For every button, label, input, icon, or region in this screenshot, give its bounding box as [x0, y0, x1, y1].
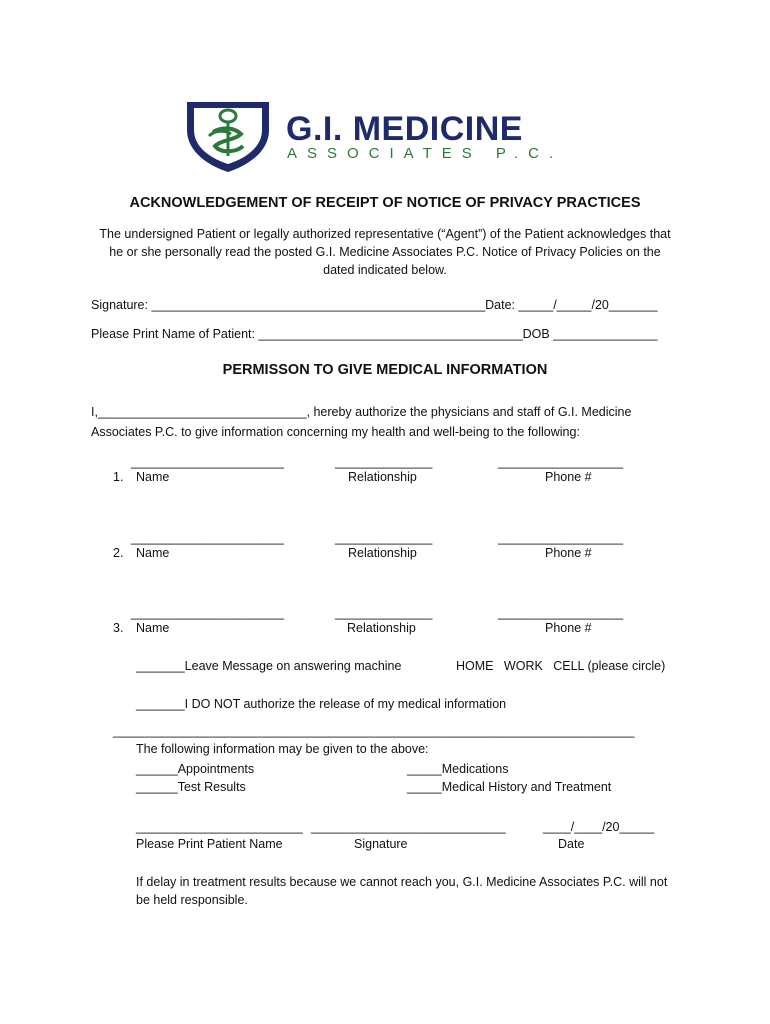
- print-patient-name-blank[interactable]: ________________________: [136, 820, 303, 834]
- signature-blank[interactable]: ____________________________: [311, 820, 506, 834]
- contact1-relationship-label: Relationship: [348, 470, 417, 484]
- disclaimer-line2: be held responsible.: [136, 893, 248, 907]
- contact3-relationship-blank[interactable]: ______________: [335, 606, 433, 620]
- contact3-relationship-label: Relationship: [347, 621, 416, 635]
- signature-date-field[interactable]: Signature: ________________________________________________Date: _____/_____/20_______: [91, 298, 658, 312]
- authorize-intro-line2: Associates P.C. to give information concerning my health and well-being to the following:: [91, 425, 580, 439]
- long-rule[interactable]: ___________________________________________________________________________: [113, 724, 635, 738]
- contact3-phone-blank[interactable]: __________________: [498, 606, 624, 620]
- print-patient-name-label: Please Print Patient Name: [136, 837, 283, 851]
- print-name-dob-field[interactable]: Please Print Name of Patient: ______________________________________DOB _______________: [91, 327, 658, 341]
- authorize-intro-line1[interactable]: I,______________________________, hereby authorize the physicians and staff of G.I. Medicine: [91, 405, 632, 419]
- contact1-name-label: Name: [136, 470, 170, 484]
- disclaimer-line1: If delay in treatment results because we cannot reach you, G.I. Medicine Associates P.C. will not: [136, 875, 668, 889]
- ack-body-line2: he or she personally read the posted G.I. Medicine Associates P.C. Notice of Privacy Policies on the: [109, 245, 661, 259]
- ack-body-line1: The undersigned Patient or legally authorized representative (“Agent”) of the Patient acknowledges that: [99, 227, 671, 241]
- ack-body-line3: dated indicated below.: [323, 263, 447, 277]
- contact1-name-blank[interactable]: ______________________: [131, 455, 284, 469]
- contact2-number: 2.: [113, 546, 124, 560]
- appointments-option[interactable]: ______Appointments: [136, 762, 255, 776]
- medical-history-option[interactable]: _____Medical History and Treatment: [407, 780, 612, 794]
- shield-logo-icon: [183, 98, 273, 174]
- contact2-phone-label: Phone #: [545, 546, 592, 560]
- logo: [183, 98, 593, 174]
- permission-title: PERMISSON TO GIVE MEDICAL INFORMATION: [222, 362, 548, 378]
- medications-option[interactable]: _____Medications: [407, 762, 509, 776]
- contact2-relationship-blank[interactable]: ______________: [335, 531, 433, 545]
- ack-title: ACKNOWLEDGEMENT OF RECEIPT OF NOTICE OF PRIVACY PRACTICES: [129, 195, 641, 211]
- contact2-relationship-label: Relationship: [348, 546, 417, 560]
- contact2-name-blank[interactable]: ______________________: [131, 531, 284, 545]
- contact2-name-label: Name: [136, 546, 170, 560]
- contact3-number: 3.: [113, 621, 124, 635]
- test-results-option[interactable]: ______Test Results: [136, 780, 246, 794]
- contact3-phone-label: Phone #: [545, 621, 592, 635]
- contact2-phone-blank[interactable]: __________________: [498, 531, 624, 545]
- date-blank[interactable]: ____/____/20_____: [543, 820, 655, 834]
- logo-subtitle: ASSOCIATES P.C.: [287, 145, 564, 162]
- contact1-phone-blank[interactable]: __________________: [498, 455, 624, 469]
- contact3-name-label: Name: [136, 621, 170, 635]
- contact3-name-blank[interactable]: ______________________: [131, 606, 284, 620]
- do-not-authorize-option[interactable]: _______I DO NOT authorize the release of my medical information: [136, 697, 507, 711]
- signature-label: Signature: [354, 837, 408, 851]
- logo-name: G.I. MEDICINE: [286, 110, 523, 148]
- date-label: Date: [558, 837, 585, 851]
- leave-message-option[interactable]: _______Leave Message on answering machine: [136, 659, 402, 673]
- contact1-phone-label: Phone #: [545, 470, 592, 484]
- contact1-number: 1.: [113, 470, 124, 484]
- home-work-cell-option[interactable]: HOME WORK CELL (please circle): [456, 659, 666, 673]
- following-info-text: The following information may be given to the above:: [136, 742, 429, 756]
- contact1-relationship-blank[interactable]: ______________: [335, 455, 433, 469]
